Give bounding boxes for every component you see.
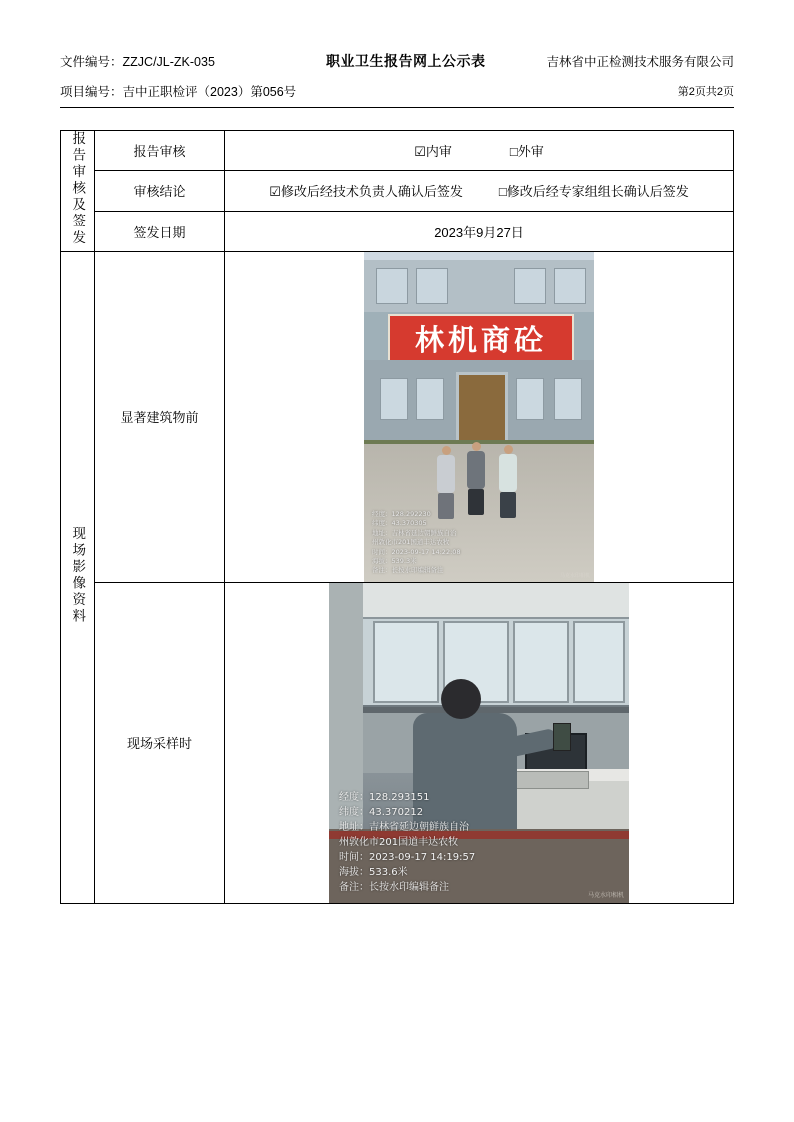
header-row-2 — [60, 84, 734, 102]
table-row — [61, 211, 734, 251]
checkbox-conclusion-expert-lead[interactable] — [499, 181, 689, 200]
photo-window — [373, 621, 439, 703]
company-name: 吉林省中正检测技术服务有限公司 — [546, 55, 734, 70]
checkbox-internal-review-mark: ☑ — [414, 144, 426, 160]
watermark-longitude: 经度：128.293151 — [339, 791, 430, 803]
watermark-address-line2: 州敦化市201国道丰达农牧 — [372, 538, 450, 547]
document-number — [60, 54, 275, 72]
header-row-1 — [60, 52, 734, 72]
row-label-conclusion: 审核结论 — [95, 171, 225, 211]
photo-person-body — [467, 451, 485, 489]
photo-window — [376, 268, 408, 304]
row-value-review — [225, 131, 734, 171]
watermark-latitude: 纬度：43.370305 — [372, 519, 427, 528]
photo-2-caption: 现场采样时 — [95, 582, 225, 903]
checkbox-external-review[interactable] — [510, 141, 544, 160]
checkbox-conclusion-expert-lead-label: 修改后经专家组组长确认后签发 — [506, 184, 689, 200]
watermark-address-line2: 州敦化市201国道丰达农牧 — [339, 836, 459, 848]
photo-2-cell — [225, 582, 734, 903]
table-row — [61, 251, 734, 582]
photo-window — [554, 268, 586, 304]
photo-sampling-device — [553, 723, 571, 751]
watermark-longitude: 经度：128.292230 — [372, 509, 431, 518]
watermark-time: 时间：2023-09-17 14:19:57 — [339, 851, 476, 863]
photo-1-caption: 显著建筑物前 — [95, 251, 225, 582]
checkbox-conclusion-technical-lead[interactable] — [269, 181, 463, 200]
row-label-issue-date: 签发日期 — [95, 211, 225, 251]
section-label-site-images: 现场影像资料 — [61, 251, 95, 903]
row-value-issue-date: 2023年9月27日 — [225, 211, 734, 251]
document-number-value: ZZJC/JL-ZK-035 — [122, 55, 215, 70]
watermark-time: 时间：2023-09-17 14:22:08 — [372, 547, 461, 556]
photo-window — [514, 268, 546, 304]
checkbox-conclusion-expert-lead-mark: □ — [498, 184, 507, 200]
checkbox-external-review-mark: □ — [509, 144, 518, 160]
watermark-note: 备注：长按水印编辑备注 — [372, 566, 444, 575]
photo-window — [380, 378, 408, 420]
photo-person-body — [437, 455, 455, 493]
photo-window — [416, 378, 444, 420]
photo-window — [573, 621, 625, 703]
project-number — [60, 84, 296, 102]
site-photo-sampling — [329, 583, 629, 903]
photo-2-watermark — [329, 786, 629, 903]
photo-person-head — [472, 442, 481, 451]
watermark-note: 备注：长按水印编辑备注 — [339, 881, 449, 893]
table-row — [61, 131, 734, 171]
page-title: 职业卫生报告网上公示表 — [325, 53, 486, 69]
photo-person-head — [504, 445, 513, 454]
photo-person-head — [442, 446, 451, 455]
watermark-altitude: 海拔：533.6米 — [339, 866, 408, 878]
photo-window — [516, 378, 544, 420]
photo-ceiling — [329, 583, 629, 617]
watermark-address: 地址：吉林省延边朝鲜族自治 — [372, 528, 457, 537]
photo-1-watermark — [364, 506, 594, 582]
photo-person-body — [499, 454, 517, 492]
photo-1-cell — [225, 251, 734, 582]
watermark-app-signature: 马克水印相机 — [587, 892, 624, 899]
photo-window — [416, 268, 448, 304]
header-divider — [60, 107, 734, 108]
checkbox-conclusion-technical-lead-label: 修改后经技术负责人确认后签发 — [280, 184, 463, 200]
row-label-review: 报告审核 — [95, 131, 225, 171]
checkbox-external-review-label: 外审 — [517, 144, 544, 160]
photo-window — [554, 378, 582, 420]
watermark-latitude: 纬度：43.370212 — [339, 806, 424, 818]
checkbox-internal-review[interactable] — [414, 141, 452, 160]
photo-person-head — [441, 679, 481, 719]
table-row — [61, 171, 734, 211]
document-number-label: 文件编号： — [60, 55, 123, 70]
photo-window — [513, 621, 569, 703]
photo-sign-text: 林机商砼 — [414, 323, 547, 358]
project-number-label: 项目编号： — [60, 84, 123, 99]
project-number-value: 吉中正职检评（2023）第056号 — [122, 84, 297, 99]
watermark-altitude: 海拔：539.3米 — [372, 557, 417, 565]
section-label-review: 报告审核及签发 — [61, 131, 95, 252]
watermark-address: 地址：吉林省延边朝鲜族自治 — [339, 821, 469, 833]
photo-sign-banner — [388, 314, 574, 364]
watermark-app-signature: 马克水印相机 — [559, 572, 590, 579]
page-indicator: 第2页共2页 — [677, 85, 734, 98]
checkbox-internal-review-label: 内审 — [425, 144, 452, 160]
table-row — [61, 582, 734, 903]
site-photo-building-front — [364, 252, 594, 582]
checkbox-conclusion-technical-lead-mark: ☑ — [269, 184, 281, 200]
row-value-conclusion — [225, 171, 734, 211]
public-disclosure-table — [60, 130, 734, 904]
photo-door — [456, 372, 508, 450]
